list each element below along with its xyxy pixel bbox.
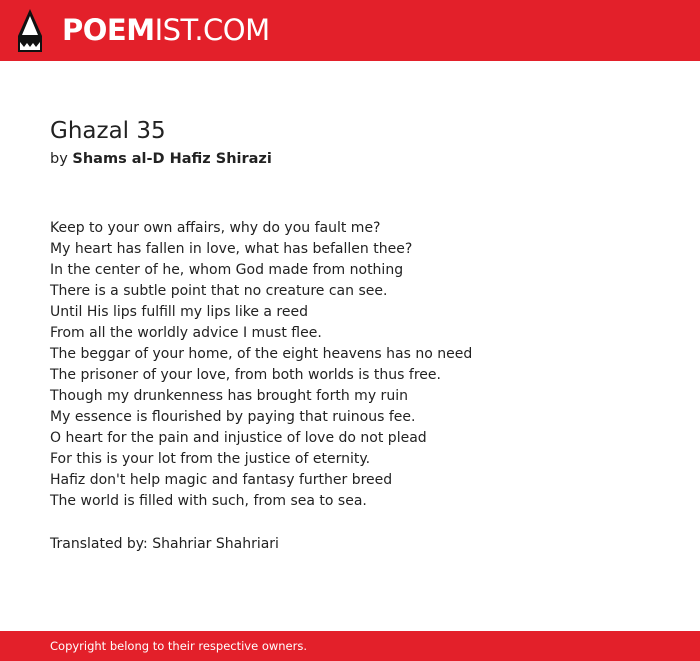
poem-line: For this is your lot from the justice of eternity. — [50, 451, 371, 467]
poem-line: My heart has fallen in love, what has befallen thee? — [50, 241, 413, 257]
translator-credit: Translated by: Shahriar Shahriari — [50, 536, 279, 552]
copyright-notice: Copyright belong to their respective owners. — [50, 639, 308, 653]
poem-title: Ghazal 35 — [50, 118, 166, 144]
byline — [50, 149, 272, 169]
poem-line: From all the worldly advice I must flee. — [50, 325, 322, 341]
poem-line: In the center of he, whom God made from nothing — [50, 262, 404, 278]
poem-body — [50, 218, 472, 512]
poem-line: The world is filled with such, from sea to sea. — [50, 493, 367, 509]
poem-line: There is a subtle point that no creature can see. — [50, 283, 388, 299]
by-label: by — [50, 151, 68, 167]
poem-line: Keep to your own affairs, why do you fault me? — [50, 220, 381, 236]
site-header — [0, 0, 700, 61]
brand-light: IST.COM — [154, 13, 270, 47]
site-footer — [0, 631, 700, 661]
poem-line: My essence is flourished by paying that ruinous fee. — [50, 409, 416, 425]
poem-line: The beggar of your home, of the eight heavens has no need — [50, 346, 473, 362]
poem-line: Until His lips fulfill my lips like a reed — [50, 304, 308, 320]
brand-bold: POEM — [62, 13, 155, 47]
site-logo-text[interactable] — [62, 12, 270, 48]
author-name: Shams al-D Hafiz Shirazi — [72, 151, 272, 167]
pencil-tip-icon[interactable] — [17, 9, 43, 52]
poem-line: Though my drunkenness has brought forth my ruin — [50, 388, 408, 404]
poem-line: Hafiz don't help magic and fantasy further breed — [50, 472, 393, 488]
poem-line: The prisoner of your love, from both worlds is thus free. — [50, 367, 441, 383]
poem-line: O heart for the pain and injustice of love do not plead — [50, 430, 427, 446]
